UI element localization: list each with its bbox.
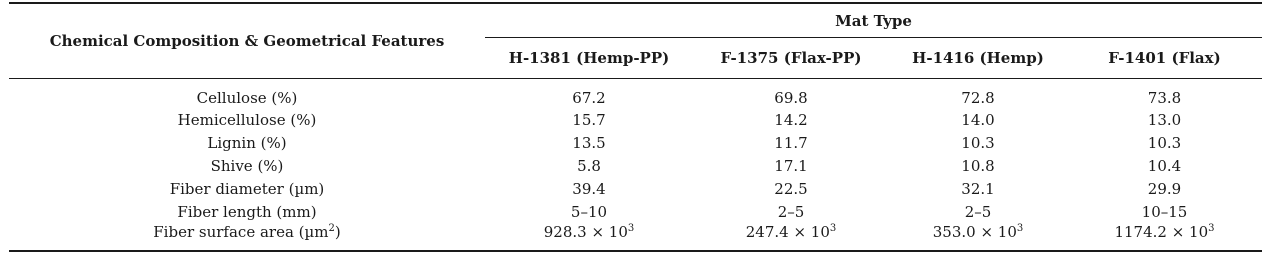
row-label: Hemicellulose (%)	[177, 110, 317, 129]
table-cell: 14.2	[774, 110, 808, 129]
table-row	[9, 177, 1262, 200]
mantissa: 1174.2	[1114, 223, 1167, 241]
table-cell: 72.8	[889, 79, 1067, 109]
row-label: Shive (%)	[210, 156, 284, 175]
column-header: H-1381 (Hemp-PP)	[485, 38, 693, 79]
column-header: F-1375 (Flax-PP)	[693, 38, 889, 79]
mat-type-group-header: Mat Type	[835, 11, 912, 30]
mantissa: 928.3	[543, 223, 587, 241]
multiplier: × 10	[586, 223, 628, 241]
table-cell: 2–5	[964, 202, 992, 221]
row-label	[9, 223, 485, 251]
table-cell: 5–10	[570, 202, 608, 221]
table-cell	[485, 223, 693, 251]
table-cell: 17.1	[774, 156, 808, 175]
table-row	[9, 200, 1262, 223]
row-label: Fiber length (mm)	[177, 202, 317, 221]
table-row	[9, 108, 1262, 131]
label-suffix: )	[334, 223, 341, 241]
table-row	[9, 223, 1262, 251]
multiplier: × 10	[788, 223, 830, 241]
corner-header: Chemical Composition & Geometrical Features	[49, 32, 445, 50]
label-text: Fiber surface area (µm	[153, 223, 329, 241]
header-row-group	[9, 3, 1262, 38]
table-cell: 11.7	[774, 133, 808, 152]
table-cell: 22.5	[774, 179, 808, 198]
table-cell: 2–5	[777, 202, 805, 221]
column-header: H-1416 (Hemp)	[889, 38, 1067, 79]
row-label: Fiber diameter (µm)	[169, 179, 325, 198]
exponent: 3	[829, 223, 837, 234]
table-cell: 5.8	[577, 156, 601, 175]
table-cell: 13.5	[572, 133, 606, 152]
table-cell: 15.7	[572, 110, 606, 129]
table-cell: 10.4	[1147, 156, 1182, 175]
table-cell: 14.0	[961, 110, 995, 129]
row-label: Lignin (%)	[207, 133, 287, 152]
table-cell: 67.2	[485, 79, 693, 109]
fiber-properties-table	[9, 2, 1262, 252]
label-superscript: 2	[328, 223, 335, 234]
table-cell: 39.4	[572, 179, 606, 198]
table-cell: 69.8	[693, 79, 889, 109]
table-cell: 32.1	[961, 179, 995, 198]
table-cell	[693, 223, 889, 251]
table-row	[9, 154, 1262, 177]
multiplier: × 10	[1166, 223, 1209, 241]
column-header: F-1401 (Flax)	[1067, 38, 1262, 79]
table-cell: 10.3	[1147, 133, 1182, 152]
exponent: 3	[1208, 223, 1215, 234]
table-row	[9, 79, 1262, 109]
multiplier: × 10	[975, 223, 1017, 241]
table-row	[9, 131, 1262, 154]
exponent: 3	[1016, 223, 1024, 234]
table-cell: 29.9	[1147, 179, 1182, 198]
table-cell: 10.8	[961, 156, 995, 175]
mantissa: 247.4	[745, 223, 789, 241]
table-cell: 10.3	[961, 133, 995, 152]
table-cell: 73.8	[1067, 79, 1262, 109]
table-cell: 13.0	[1147, 110, 1182, 129]
row-label: Cellulose (%)	[9, 79, 485, 109]
exponent: 3	[627, 223, 635, 234]
table-cell	[889, 223, 1067, 251]
mantissa: 353.0	[932, 223, 976, 241]
table-cell	[1067, 223, 1262, 251]
table-cell: 10–15	[1141, 202, 1188, 221]
